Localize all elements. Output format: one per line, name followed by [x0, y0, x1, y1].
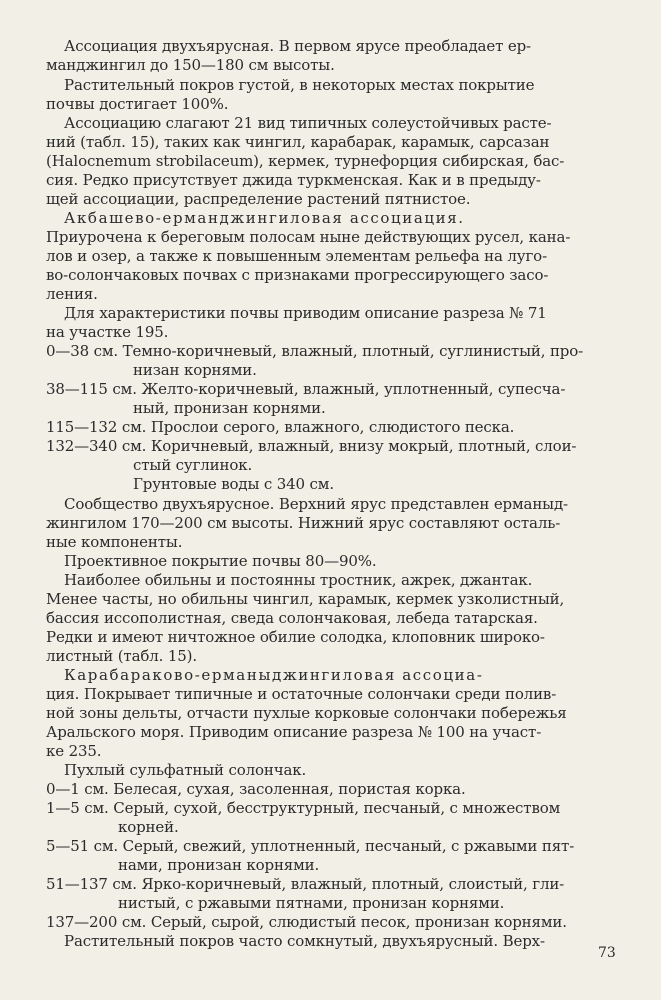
text-line: сия. Редко присутствует джида туркменская. Как и в предыду-	[46, 171, 541, 189]
text-line: Ассоциация двухъярусная. В первом ярусе преобладает ер-	[64, 37, 531, 55]
text-line: щей ассоциации, распределение растений пятнистое.	[46, 190, 471, 208]
text-line: на участке 195.	[46, 323, 169, 341]
text-line: 5—51 см. Серый, свежий, уплотненный, песчаный, с ржавыми пят-	[46, 837, 575, 855]
text-line: ний (табл. 15), таких как чингил, карабарак, карамык, сарсазан	[46, 133, 550, 151]
text-line: 51—137 см. Ярко-коричневый, влажный, плотный, слоистый, гли-	[46, 875, 565, 893]
text-line: Аральского моря. Приводим описание разреза № 100 на участ-	[46, 723, 542, 741]
text-line: 0—1 см. Белесая, сухая, засоленная, пористая корка.	[46, 780, 466, 798]
text-line: Наиболее обильны и постоянны тростник, ажрек, джантак.	[64, 571, 533, 589]
text-line: Ассоциацию слагают 21 вид типичных солеустойчивых расте-	[64, 114, 552, 132]
text-line: корней.	[118, 818, 179, 836]
text-line: Растительный покров часто сомкнутый, двухъярусный. Верх-	[64, 932, 545, 950]
text-line: ке 235.	[46, 742, 102, 760]
text-line: ция. Покрывает типичные и остаточные солончаки среди полив-	[46, 685, 557, 703]
text-line: нами, пронизан корнями.	[118, 856, 320, 874]
text-line: листный (табл. 15).	[46, 647, 197, 665]
text-line: Проективное покрытие почвы 80—90%.	[64, 552, 377, 570]
association-heading: Карабараково-ерманыджингиловая ассоциа-	[64, 666, 484, 684]
text-line: 132—340 см. Коричневый, влажный, внизу мокрый, плотный, слои-	[46, 437, 577, 455]
page-number: 73	[598, 945, 616, 961]
text-line: низан корнями.	[133, 361, 257, 379]
text-line: ления.	[46, 285, 98, 303]
text-line: во-солончаковых почвах с признаками прогрессирующего засо-	[46, 266, 549, 284]
text-line: ные компоненты.	[46, 533, 183, 551]
text-line: 115—132 см. Прослои серого, влажного, слюдистого песка.	[46, 418, 515, 436]
text-line: Для характеристики почвы приводим описание разреза № 71	[64, 304, 547, 322]
text-line: стый суглинок.	[133, 456, 253, 474]
text-line: нистый, с ржавыми пятнами, пронизан корнями.	[118, 894, 505, 912]
text-line: ной зоны дельты, отчасти пухлые корковые солончаки побережья	[46, 704, 567, 722]
text-line: 0—38 см. Темно-коричневый, влажный, плотный, суглинистый, про-	[46, 342, 584, 360]
text-line: (Halocnemum strobilaceum), кермек, турнефорция сибирская, бас-	[46, 152, 565, 170]
text-line: Менее часты, но обильны чингил, карамык, кермек узколистный,	[46, 590, 565, 608]
text-line: 137—200 см. Серый, сырой, слюдистый песок, пронизан корнями.	[46, 913, 567, 931]
text-line: ный, пронизан корнями.	[133, 399, 326, 417]
text-line: лов и озер, а также к повышенным элементам рельефа на луго-	[46, 247, 547, 265]
text-line: Грунтовые воды с 340 см.	[133, 475, 334, 493]
text-line: Сообщество двухъярусное. Верхний ярус представлен ерманыд-	[64, 495, 568, 513]
text-line: Пухлый сульфатный солончак.	[64, 761, 307, 779]
association-heading: Акбашево-ерманджингиловая ассоциация.	[64, 209, 465, 227]
text-line: 1—5 см. Серый, сухой, бесструктурный, песчаный, с множеством	[46, 799, 561, 817]
text-line: жингилом 170—200 см высоты. Нижний ярус составляют осталь-	[46, 514, 561, 532]
text-line: почвы достигает 100%.	[46, 95, 229, 113]
text-line: бассия иссополистная, сведа солончаковая, лебеда татарская.	[46, 609, 538, 627]
text-line: Приурочена к береговым полосам ныне действующих русел, кана-	[46, 228, 571, 246]
text-line: Растительный покров густой, в некоторых местах покрытие	[64, 76, 535, 94]
text-line: манджингил до 150—180 см высоты.	[46, 56, 335, 74]
text-line: 38—115 см. Желто-коричневый, влажный, уплотненный, супесча-	[46, 380, 566, 398]
text-line: Редки и имеют ничтожное обилие солодка, клоповник широко-	[46, 628, 545, 646]
